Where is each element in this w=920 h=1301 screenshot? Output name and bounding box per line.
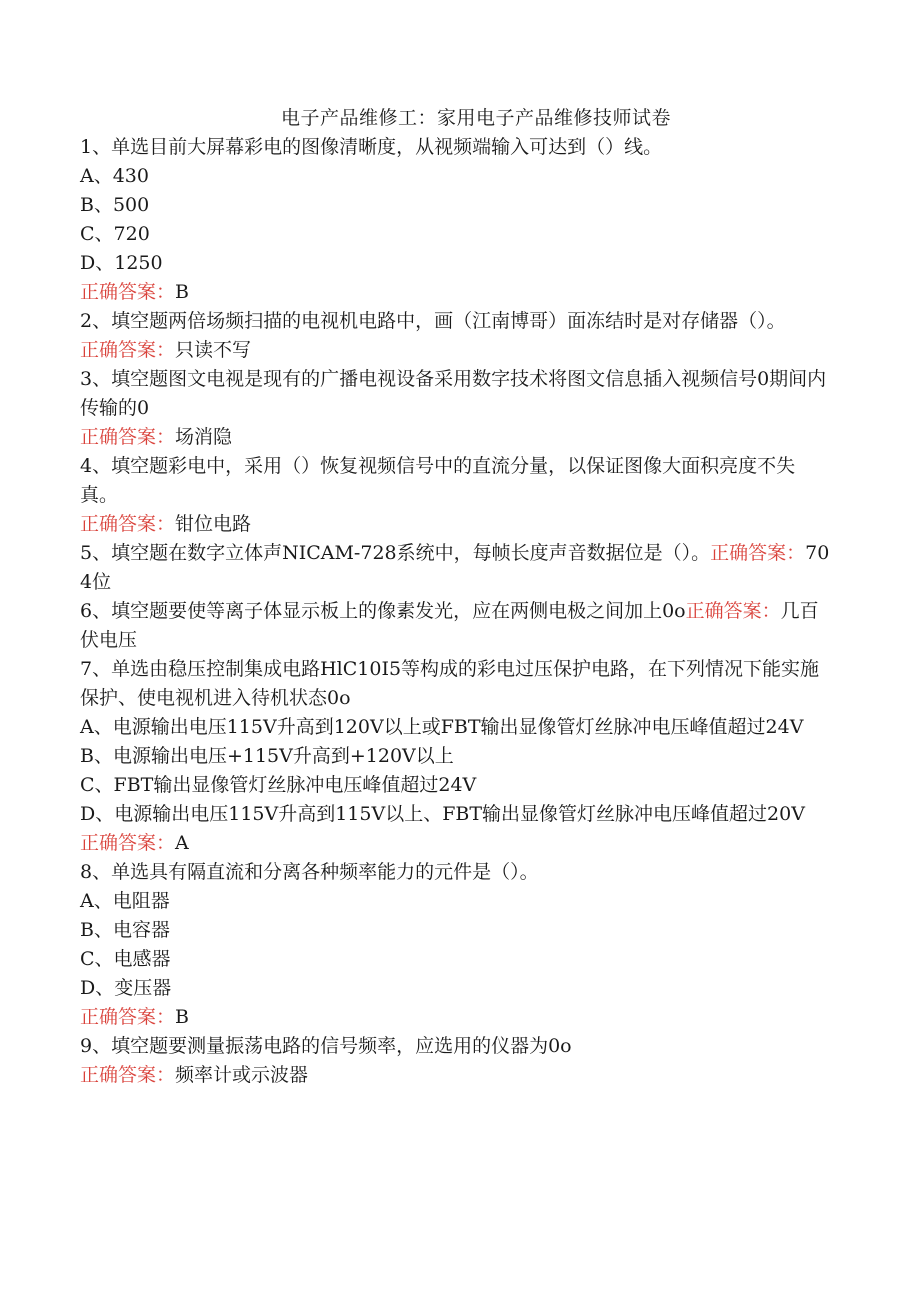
answer-line: [80, 278, 832, 307]
answer-value: 几百伏电压: [80, 600, 819, 651]
question-stem: 8、单选具有隔直流和分离各种频率能力的元件是（）。: [80, 861, 539, 883]
question-block: [80, 858, 832, 1032]
answer-label: 正确答案：: [685, 600, 781, 622]
answer-value: A: [175, 832, 189, 854]
question-stem: 9、填空题要测量振荡电路的信号频率，应选用的仪器为0o: [80, 1035, 572, 1057]
option-d: D、1250: [80, 252, 163, 274]
question-block: [80, 133, 832, 307]
answer-value: 704位: [80, 542, 830, 593]
option-c: C、720: [80, 223, 150, 245]
answer-line: [80, 1003, 832, 1032]
answer-label: 正确答案：: [80, 426, 176, 448]
question-stem: 3、填空题图文电视是现有的广播电视设备采用数字技术将图文信息插入视频信号0期间内传输的0: [80, 368, 827, 419]
question-stem: 7、单选由稳压控制集成电路HlC10I5等构成的彩电过压保护电路，在下列情况下能实施保护、使电视机进入待机状态0o: [80, 658, 820, 709]
option-a: A、电源输出电压115V升高到120V以上或FBT输出显像管灯丝脉冲电压峰值超过24V: [80, 716, 804, 738]
question-stem: 1、单选目前大屏幕彩电的图像清晰度，从视频端输入可达到（）线。: [80, 136, 663, 158]
answer-line: [80, 1061, 832, 1090]
answer-line: [80, 510, 832, 539]
answer-label: 正确答案：: [80, 832, 176, 854]
option-a: A、430: [80, 165, 149, 187]
option-d: D、变压器: [80, 977, 172, 999]
answer-label: 正确答案：: [80, 281, 176, 303]
answer-label: 正确答案：: [80, 339, 176, 361]
question-stem: 2、填空题两倍场频扫描的电视机电路中，画（江南博哥）面冻结时是对存储器（）。: [80, 310, 786, 332]
question-block: [80, 597, 832, 655]
answer-value: 钳位电路: [175, 513, 252, 535]
option-b: B、电源输出电压+115V升高到+120V以上: [80, 745, 454, 767]
question-block: [80, 307, 832, 365]
answer-value: B: [175, 281, 189, 303]
option-b: B、电容器: [80, 919, 170, 941]
question-stem: 4、填空题彩电中，采用（）恢复视频信号中的直流分量，以保证图像大面积亮度不失真。: [80, 455, 796, 506]
answer-value: 只读不写: [175, 339, 252, 361]
exam-page: [80, 104, 832, 1090]
question-block: [80, 1032, 832, 1090]
answer-line: [80, 336, 832, 365]
answer-value: 频率计或示波器: [175, 1064, 309, 1086]
answer-label: 正确答案：: [710, 542, 806, 564]
answer-line: [80, 423, 832, 452]
answer-value: B: [175, 1006, 189, 1028]
question-block: [80, 365, 832, 452]
answer-label: 正确答案：: [80, 1006, 176, 1028]
answer-label: 正确答案：: [80, 513, 176, 535]
question-block: [80, 452, 832, 539]
option-a: A、电阻器: [80, 890, 170, 912]
option-b: B、500: [80, 194, 150, 216]
question-stem: 5、填空题在数字立体声NICAM-728系统中，每帧长度声音数据位是（）。: [80, 542, 711, 564]
page-title: 电子产品维修工：家用电子产品维修技师试卷: [280, 107, 671, 129]
answer-label: 正确答案：: [80, 1064, 176, 1086]
option-c: C、FBT输出显像管灯丝脉冲电压峰值超过24V: [80, 774, 477, 796]
question-block: [80, 655, 832, 858]
option-d: D、电源输出电压115V升高到115V以上、FBT输出显像管灯丝脉冲电压峰值超过20V: [80, 803, 805, 825]
answer-value: 场消隐: [175, 426, 233, 448]
answer-line: [80, 829, 832, 858]
question-stem: 6、填空题要使等离子体显示板上的像素发光，应在两侧电极之间加上0o: [80, 600, 686, 622]
option-c: C、电感器: [80, 948, 171, 970]
question-block: [80, 539, 832, 597]
